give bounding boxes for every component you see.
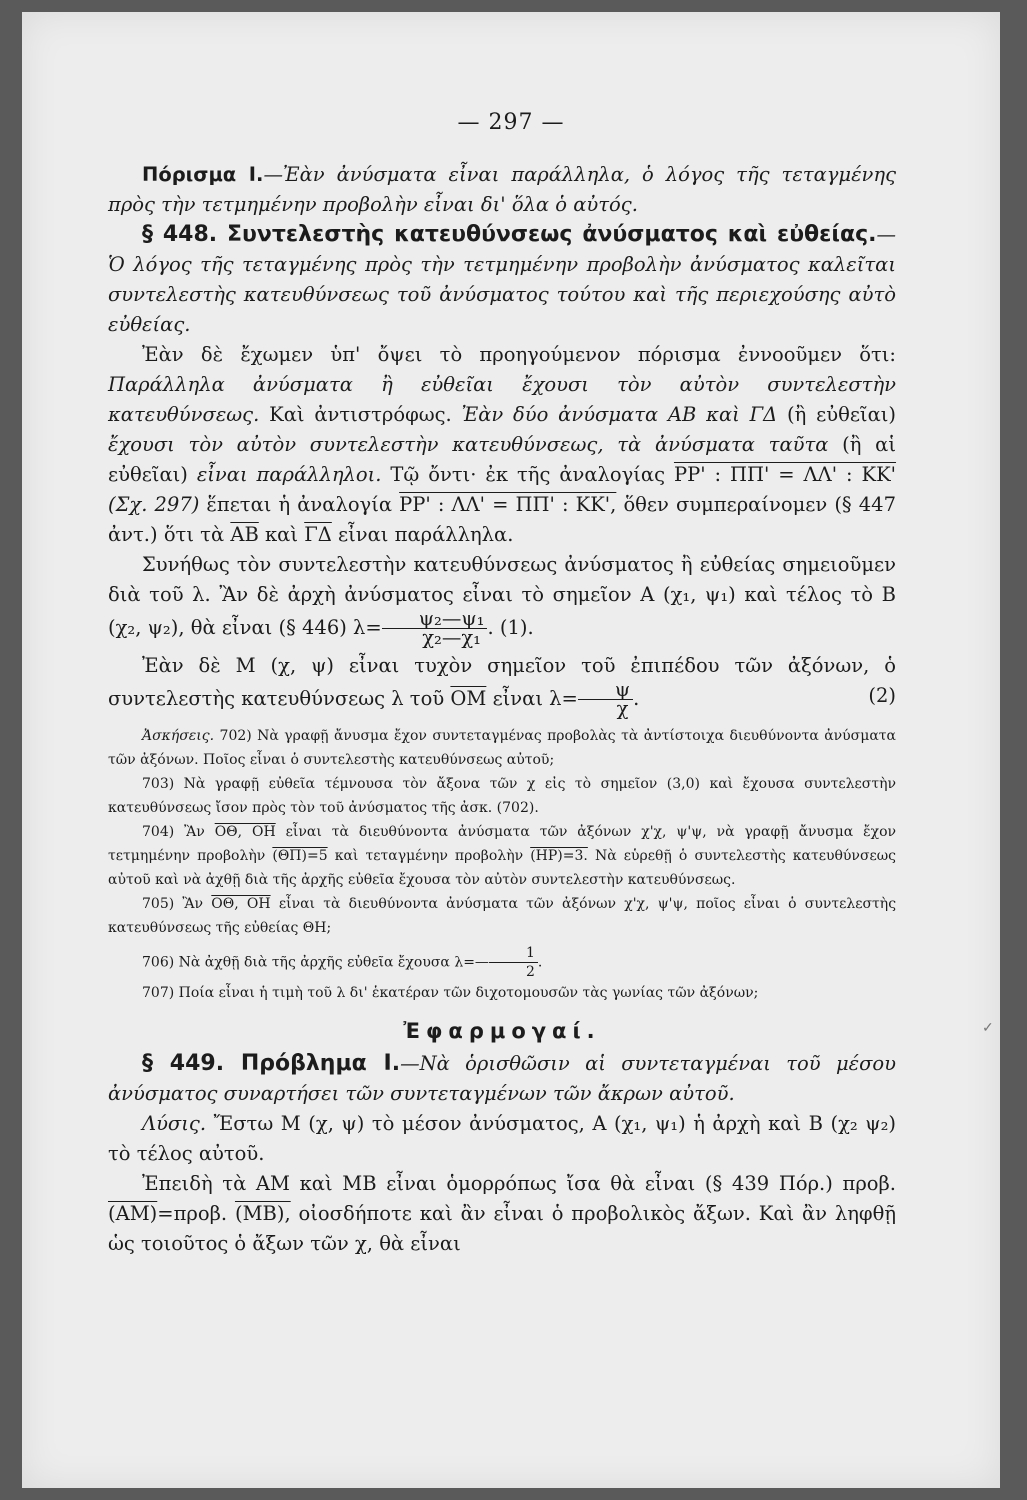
- ratio-expression: ΡΡ' : ΛΛ' = ΠΠ' : ΚΚ',: [399, 493, 617, 516]
- book-page: [22, 12, 1000, 1488]
- fraction-numerator: 1: [489, 944, 538, 963]
- text-span: (ἢ εὐθεῖαι): [787, 403, 896, 426]
- exercise-702: [108, 724, 896, 772]
- solution-label: Λύσις.: [142, 1112, 207, 1135]
- text-span: 703) Νὰ γραφῇ εὐθεῖα τέμνουσα τὸν ἄξονα τῶν χ εἰς τὸ σημεῖον (3,0) καὶ ἔχουσα συντελεστὴν κατευθύνσεως ἴσον πρὸς τὸν τοῦ ἀνύσματος τῆς ἀσκ. (702).: [108, 776, 896, 816]
- equation-number-2: (2): [868, 684, 896, 707]
- exercise-704: [108, 820, 896, 892]
- section-449-para2: [108, 1169, 896, 1259]
- text-span: εἶναι τὰ διευθύνοντα ἀνύσματα τῶν ἀξόνων χ'χ, ψ'ψ, ποῖος εἶναι ὁ συντελεστὴς κατευθύνσεως τῆς εὐθείας ΘΗ;: [108, 896, 897, 936]
- section-448-definition: —Ὁ λόγος τῆς τεταγμένης πρὸς τὴν τετμημένην προβολὴν ἀνύσματος καλεῖται συντελεστὴς κατευθύνσεως τοῦ ἀνύσματος τούτου καὶ τῆς περιεχούσης αὐτὸ εὐθείας.: [108, 223, 896, 336]
- text-span: καὶ: [264, 523, 298, 546]
- text-span: Ἔστω Μ (χ, ψ) τὸ μέσον ἀνύσματος, Α (χ₁, ψ₁) ἡ ἀρχὴ καὶ Β (χ₂ ψ₂) τὸ τέλος αὐτοῦ.: [108, 1112, 896, 1165]
- text-span: Καὶ ἀντιστρόφως.: [269, 403, 452, 426]
- fraction-denominator: χ₂—χ₁: [422, 626, 482, 649]
- ratio-expression: ΡΡ' : ΠΠ' = ΛΛ' : ΚΚ': [673, 463, 897, 486]
- section-448-heading: § 448. Συντελεστὴς κατευθύνσεως ἀνύσματος καὶ εὐθείας.: [142, 222, 877, 247]
- text-span: 704) Ἂν: [142, 824, 205, 840]
- exercises-label: Ἀσκήσεις.: [142, 728, 215, 744]
- fraction-denominator: 2: [525, 964, 535, 980]
- porisma-text: —Ἐὰν ἀνύσματα εἶναι παράλληλα, ὁ λόγος τῆς τεταγμένης πρὸς τὴν τετμημένην προβολὴν εἶναι δι' ὅλα ὁ αὐτός.: [108, 163, 896, 216]
- section-449-paragraph: [108, 1049, 896, 1109]
- section-448-para3: [108, 550, 896, 647]
- section-448-paragraph: [108, 220, 896, 340]
- text-span: 706) Νὰ ἀχθῇ διὰ τῆς ἀρχῆς εὐθεῖα ἔχουσα λ=—: [142, 954, 489, 971]
- text-span: εἶναι παράλληλοι.: [196, 463, 382, 486]
- text-span: ἔχουσι τὸν αὐτὸν συντελεστὴν κατευθύνσεως, τὰ ἀνύσματα ταῦτα: [108, 433, 829, 456]
- section-448-para2: [108, 340, 896, 550]
- text-span: Ἐὰν δὲ Μ (χ, ψ) εἶναι τυχὸν σημεῖον τοῦ ἐπιπέδου τῶν ἀξόνων, ὁ συντελεστὴς κατευθύνσεως λ τοῦ: [108, 654, 896, 710]
- section-449-solution: [108, 1109, 896, 1169]
- formula-fraction-3: [489, 944, 538, 981]
- vector-gd: $\overline{\Gamma\Delta}$: [304, 523, 332, 546]
- text-span: Παράλληλα ἀνύσματα ἢ εὐθεῖαι ἔχουσι τὸν αὐτὸν συντελεστὴν κατευθύνσεως.: [108, 373, 896, 426]
- text-span: (χ₁, ψ₁) καὶ τέλος τὸ Β (χ₂, ψ₂), θὰ εἶναι (§ 446) λ=: [108, 583, 896, 639]
- text-span: Συνήθως τὸν συντελεστὴν κατευθύνσεως ἀνύσματος ἢ εὐθείας σημειοῦμεν διὰ τοῦ λ. Ἂν δὲ ἀρχὴ ἀνύσματος εἶναι τὸ σημεῖον Α: [108, 553, 896, 606]
- exercise-705: [108, 892, 896, 940]
- fraction-numerator: ψ: [578, 681, 633, 700]
- text-span: Νὰ εὑρεθῇ ὁ συντελεστὴς κατευθύνσεως αὐτοῦ καὶ νὰ ἀχθῇ διὰ τῆς ἀρχῆς εὐθεῖα ἔχουσα τὸν αὐτὸν συντελεστὴν κατευθύνσεως.: [108, 848, 897, 888]
- text-span: ἕπεται ἡ ἀναλογία: [206, 493, 393, 516]
- vector-am: (ΑΜ): [108, 1202, 158, 1225]
- vector-mb: (ΜΒ),: [234, 1202, 291, 1225]
- text-span: Ἐπειδὴ τὰ ΑΜ καὶ ΜΒ εἶναι ὁμορρόπως ἴσα θὰ εἶναι (§ 439 Πόρ.) προβ.: [142, 1172, 896, 1195]
- vector-ab: $\overline{AB}$: [230, 523, 259, 546]
- exercises-block: [108, 724, 896, 1005]
- text-span: =προβ.: [157, 1202, 228, 1225]
- exercise-706: 706) Νὰ ἀχθῇ διὰ τῆς ἀρχῆς εὐθεῖα ἔχουσα λ=— $\frac{1}{2}$ .: [142, 945, 543, 980]
- porisma-paragraph: [108, 160, 896, 220]
- text-span: ὅθεν συμπεραίνομεν (§ 447 ἀντ.) ὅτι τὰ: [108, 493, 896, 546]
- porisma-label: Πόρισμα Ι.: [142, 163, 264, 186]
- applications-title: Ἐφαρμογαί.: [403, 1019, 601, 1043]
- text-span: 702) Νὰ γραφῇ ἄνυσμα ἔχον συντεταγμένας προβολὰς τὰ ἀντίστοιχα διευθύνοντα ἀνύσματα τῶν ἀξόνων. Ποῖος εἶναι ὁ συντελεστὴς κατευθύνσεως αὐτοῦ;: [108, 728, 896, 768]
- formula-fraction-1: [382, 607, 488, 649]
- text-span: καὶ τεταγμένην προβολὴν: [334, 848, 524, 864]
- vector-names: ΟΘ, ΟΗ: [214, 824, 276, 840]
- text-span: εἶναι λ=: [492, 687, 578, 710]
- section-449-heading: § 449. Πρόβλημα Ι.: [142, 1051, 401, 1076]
- projection-value: (ΗΡ)=3.: [530, 848, 588, 864]
- equation-number-1: . (1).: [487, 616, 534, 639]
- text-span: 707) Ποία εἶναι ἡ τιμὴ τοῦ λ δι' ἑκατέραν τῶν διχοτομουσῶν τὰς γωνίας τῶν ἀξόνων;: [142, 985, 759, 1001]
- section-448-para4: Ἐὰν δὲ Μ (χ, ψ) εἶναι τυχὸν σημεῖον τοῦ ἐπιπέδου τῶν ἀξόνων, ὁ συντελεστὴς κατευθύνσεως λ τοῦ $\overline{OM}$ εἶναι λ= $\frac{\psi}{\chi}$ . (2): [108, 654, 896, 720]
- text-span: (ἢ αἱ εὐθεῖαι): [108, 433, 896, 486]
- projection-value: (ΘΠ)=5: [272, 848, 328, 864]
- vector-names: ΟΘ, ΟΗ: [211, 896, 271, 912]
- fraction-numerator: ψ₂—ψ₁: [382, 610, 488, 629]
- vector-om: $\overline{OM}$: [450, 687, 487, 710]
- margin-mark: ✓: [982, 1020, 994, 1036]
- text-span: εἶναι τὰ διευθύνοντα ἀνύσματα τῶν ἀξόνων χ'χ, ψ'ψ, νὰ γραφῇ ἄνυσμα ἔχον τετμημένην προβολὴν: [108, 824, 897, 864]
- figure-reference: (Σχ. 297): [108, 493, 200, 516]
- page-text: [108, 160, 896, 1259]
- text-span: εἶναι παράλληλα.: [338, 523, 514, 546]
- exercise-707: [108, 981, 896, 1005]
- text-span: Ἐὰν δύο ἀνύσματα ΑΒ καὶ ΓΔ: [461, 403, 778, 426]
- page-number: — 297 —: [457, 110, 565, 135]
- text-span: 705) Ἂν: [142, 896, 204, 912]
- exercise-703: [108, 772, 896, 820]
- fraction-denominator: χ: [616, 697, 629, 720]
- section-449-statement: —Νὰ ὁρισθῶσιν αἱ συντεταγμέναι τοῦ μέσου ἀνύσματος συναρτήσει τῶν συντεταγμένων τῶν ἄκρων αὐτοῦ.: [108, 1052, 896, 1105]
- formula-fraction-2: [578, 678, 633, 720]
- text-span: οἰοσδήποτε καὶ ἂν εἶναι ὁ προβολικὸς ἄξων. Καὶ ἂν ληφθῇ ὡς τοιοῦτος ὁ ἄξων τῶν χ, θὰ εἶναι: [108, 1202, 896, 1255]
- text-span: Ἐὰν δὲ ἔχωμεν ὑπ' ὄψει τὸ προηγούμενον πόρισμα ἐννοοῦμεν ὅτι:: [142, 343, 896, 366]
- text-span: Τῷ ὄντι· ἐκ τῆς ἀναλογίας: [390, 463, 666, 486]
